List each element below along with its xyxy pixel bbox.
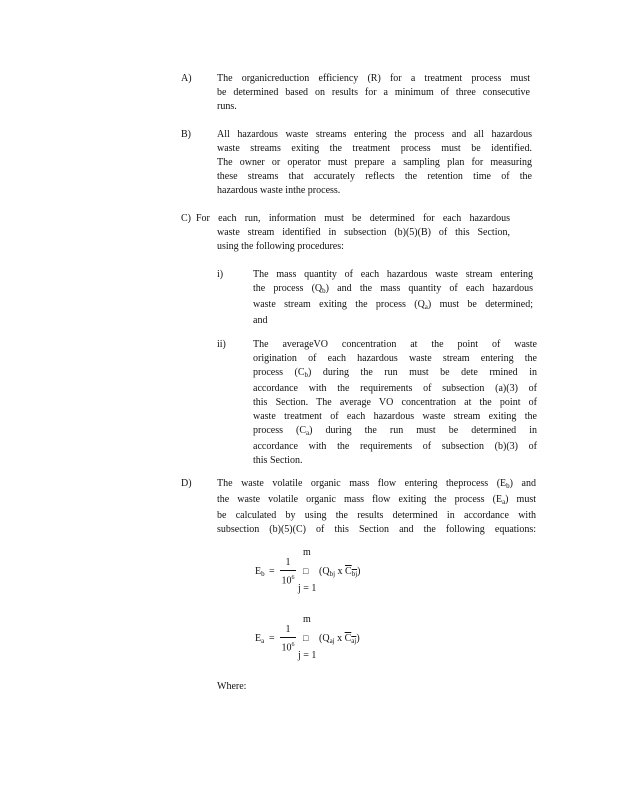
item-i-marker: i)	[217, 269, 224, 280]
item-ii-line-3: process $(C_b)$ during the run must be dete rmined in	[253, 367, 537, 379]
section-d-marker: D)	[181, 478, 192, 489]
section-c-first-line	[196, 212, 510, 226]
section-c-line-1: For each run, information must be determined for each hazardous	[196, 213, 510, 224]
section-d-line-2: the waste volatile organic mass flow exiting the process $(E_a)$ must	[217, 494, 537, 506]
item-i-line-3: waste stream exiting the process $(Q_a)$ must be determined;	[253, 299, 533, 311]
item-i-line-2: the process $(Q_b)$ and the mass quantity of each hazardous	[253, 283, 533, 295]
item-ii-line-7: process $(C_a)$ during the run must be determined in	[253, 425, 537, 437]
eq2-denominator: $10^6$	[281, 642, 295, 654]
eq1-lower-limit: j = 1	[298, 583, 317, 594]
section-d-line-4: subsection (b)(5)(C) of this Section and the following equations:	[217, 524, 536, 535]
section-a-line-2: be determined based on results for a minimum of three consecutive	[217, 87, 530, 98]
section-c-line-2: waste stream identified in subsection (b)(5)(B) of this Section,	[217, 227, 510, 238]
section-b-marker: B)	[181, 129, 191, 140]
section-b-line-3: The owner or operator must prepare a sampling plan for measuring	[217, 157, 532, 168]
section-c-text	[217, 226, 510, 254]
section-b-text	[217, 128, 532, 198]
item-ii-line-6: waste treatment of each hazardous waste stream exiting the	[253, 411, 537, 422]
eq1-denominator: $10^6$	[281, 575, 295, 587]
eq1-equals: =	[269, 566, 275, 577]
item-ii-marker: ii)	[217, 339, 226, 350]
eq1-lhs: $E_b$	[255, 566, 265, 578]
section-b-line-5: hazardous waste inthe process.	[217, 185, 341, 196]
section-a-text	[217, 72, 530, 114]
item-ii-line-2: origination of each hazardous waste stream entering the	[253, 353, 537, 364]
section-b-line-1: All hazardous waste streams entering the process and all hazardous	[217, 129, 532, 140]
item-ii-line-9: this Section.	[253, 455, 303, 466]
section-a-line-1: The organicreduction efficiency (R) for a treatment process must	[217, 73, 530, 84]
item-ii-line-5: this Section. The average VO concentration at the point of	[253, 397, 537, 408]
section-c-marker: C)	[181, 213, 191, 224]
eq2-equals: =	[269, 633, 275, 644]
eq2-term: ($Q_{aj}$ x $\overline{C}_{\overline{aj}}$)	[319, 633, 360, 645]
section-a-line-3: runs.	[217, 101, 237, 112]
equation-eb	[255, 546, 395, 596]
section-b-line-2: waste streams exiting the treatment process must be identified.	[217, 143, 532, 154]
section-a-marker: A)	[181, 73, 192, 84]
eq2-upper-limit: m	[303, 614, 311, 625]
eq1-numerator: 1	[285, 557, 291, 568]
section-d-text	[217, 477, 536, 537]
item-ii-line-8: accordance with the requirements of subsection (b)(3) of	[253, 441, 537, 452]
section-d-line-1: The waste volatile organic mass flow entering theprocess $(E_b)$ and	[217, 478, 536, 490]
item-i-line-1: The mass quantity of each hazardous waste stream entering	[253, 269, 533, 280]
eq2-lower-limit: j = 1	[298, 650, 317, 661]
item-ii-line-1: The averageVO concentration at the point of waste	[253, 339, 537, 350]
eq1-upper-limit: m	[303, 547, 311, 558]
equation-ea	[255, 613, 395, 663]
eq1-term: ($Q_{bj}$ x $\overline{C}_{\overline{bj}}$)	[319, 566, 361, 578]
item-i-line-4: and	[253, 315, 268, 326]
section-b-line-4: these streams that accurately reflects the retention time of the	[217, 171, 532, 182]
where-label: Where:	[217, 681, 247, 692]
eq2-numerator: 1	[285, 624, 291, 635]
item-ii-text	[253, 338, 537, 468]
eq2-lhs: $E_a$	[255, 633, 265, 645]
section-c-line-3: using the following procedures:	[217, 241, 344, 252]
item-i-text	[253, 268, 533, 328]
eq2-sum-symbol: □	[303, 633, 309, 643]
section-d-line-3: be calculated by using the results determined in accordance with	[217, 510, 536, 521]
item-ii-line-4: accordance with the requirements of subsection (a)(3) of	[253, 383, 537, 394]
eq1-sum-symbol: □	[303, 566, 309, 576]
